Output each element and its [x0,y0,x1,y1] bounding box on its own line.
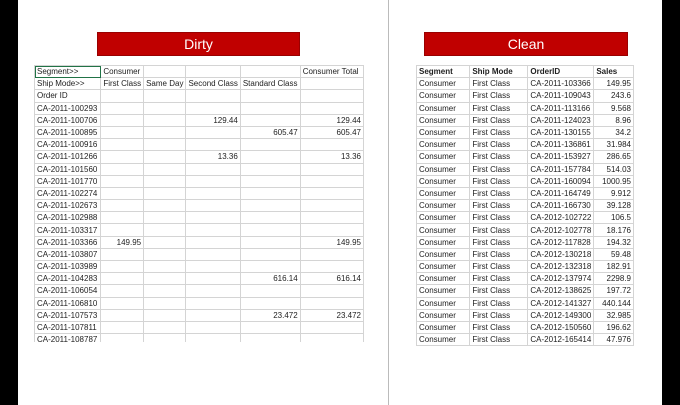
column-header: Sales [594,66,634,78]
cell[interactable] [240,90,300,102]
cell[interactable] [186,236,240,248]
cell[interactable]: CA-2012-150560 [528,321,594,333]
table-row [417,200,634,212]
table-row [35,224,364,236]
table-row [35,175,364,187]
cell[interactable] [101,273,144,285]
table-row [35,212,364,224]
cell[interactable]: CA-2012-141327 [528,297,594,309]
cell[interactable] [186,224,240,236]
cell[interactable] [240,334,300,342]
cell[interactable] [186,261,240,273]
table-row [417,78,634,90]
table-row [35,236,364,248]
table-row [417,334,634,346]
cell[interactable] [240,248,300,260]
cell[interactable]: Consumer [417,224,470,236]
cell[interactable]: 18.176 [594,224,634,236]
cell[interactable] [300,297,363,309]
cell[interactable]: CA-2011-103366 [528,78,594,90]
cell[interactable]: CA-2011-160094 [528,175,594,187]
cell[interactable]: Consumer [417,163,470,175]
cell[interactable]: Consumer [417,212,470,224]
cell[interactable]: CA-2011-100706 [35,114,101,126]
cell[interactable] [101,187,144,199]
table-row [417,163,634,175]
cell[interactable] [186,334,240,342]
cell[interactable] [186,248,240,260]
cell[interactable] [101,334,144,342]
cell[interactable]: CA-2011-136861 [528,139,594,151]
cell[interactable] [101,309,144,321]
table-row [417,297,634,309]
cell[interactable]: CA-2011-103317 [35,224,101,236]
cell[interactable] [300,285,363,297]
cell[interactable]: Consumer [417,139,470,151]
cell[interactable] [240,261,300,273]
table-row [35,261,364,273]
cell[interactable] [144,102,186,114]
cell[interactable] [144,187,186,199]
table-row [35,321,364,333]
cell[interactable]: CA-2011-153927 [528,151,594,163]
cell[interactable]: CA-2011-102274 [35,187,101,199]
cell[interactable]: CA-2011-103989 [35,261,101,273]
cell[interactable] [144,126,186,138]
table-row [35,163,364,175]
cell[interactable]: CA-2011-103807 [35,248,101,260]
cell[interactable]: Consumer [417,126,470,138]
cell[interactable]: 47.976 [594,334,634,346]
cell[interactable] [144,151,186,163]
cell[interactable]: Order ID [35,90,101,102]
cell[interactable] [101,102,144,114]
cell[interactable] [101,321,144,333]
cell[interactable] [300,224,363,236]
cell[interactable]: Consumer [417,175,470,187]
table-row [417,236,634,248]
cell[interactable] [240,224,300,236]
cell[interactable]: CA-2011-101770 [35,175,101,187]
cell[interactable]: CA-2011-124023 [528,114,594,126]
cell[interactable]: 129.44 [186,114,240,126]
cell[interactable]: CA-2012-149300 [528,309,594,321]
cell[interactable] [101,224,144,236]
table-row [35,200,364,212]
cell[interactable] [240,175,300,187]
cell[interactable]: CA-2011-100916 [35,139,101,151]
cell[interactable]: First Class [101,78,144,90]
cell[interactable]: 197.72 [594,285,634,297]
table-row [35,285,364,297]
table-row [35,309,364,321]
cell[interactable]: Consumer [417,273,470,285]
cell[interactable]: Second Class [186,78,240,90]
table-row [417,102,634,114]
cell[interactable]: CA-2011-106054 [35,285,101,297]
cell[interactable]: 106.5 [594,212,634,224]
cell[interactable] [101,139,144,151]
cell[interactable]: Consumer [417,200,470,212]
table-row [35,151,364,163]
cell[interactable] [300,212,363,224]
table-row [35,139,364,151]
cell[interactable] [144,236,186,248]
cell[interactable]: CA-2011-100293 [35,102,101,114]
cell[interactable] [186,90,240,102]
cell[interactable] [300,248,363,260]
cell[interactable]: CA-2011-113166 [528,102,594,114]
cell[interactable]: CA-2011-166730 [528,200,594,212]
cell[interactable]: 59.48 [594,248,634,260]
table-row [417,321,634,333]
cell[interactable] [240,200,300,212]
cell[interactable] [186,102,240,114]
table-row [417,261,634,273]
cell[interactable]: CA-2011-103366 [35,236,101,248]
table-row [35,297,364,309]
clean-banner: Clean [424,32,628,56]
table-row [417,224,634,236]
cell[interactable] [240,236,300,248]
cell[interactable]: CA-2011-130155 [528,126,594,138]
cell[interactable] [240,163,300,175]
cell[interactable] [144,248,186,260]
cell[interactable]: First Class [470,248,528,260]
cell[interactable] [300,139,363,151]
cell[interactable] [144,66,186,78]
table-row [417,273,634,285]
cell[interactable]: Segment>> [35,66,101,78]
cell[interactable] [240,151,300,163]
table-row [35,334,364,342]
cell[interactable] [144,309,186,321]
cell[interactable] [186,297,240,309]
table-row [417,126,634,138]
cell[interactable] [144,285,186,297]
table-row [417,187,634,199]
cell[interactable] [186,321,240,333]
cell[interactable]: 605.47 [300,126,363,138]
cell[interactable]: CA-2011-107811 [35,321,101,333]
dirty-table-wrap [34,65,364,342]
table-row [35,187,364,199]
cell[interactable] [144,273,186,285]
cell[interactable]: Standard Class [240,78,300,90]
cell[interactable]: CA-2011-157784 [528,163,594,175]
cell[interactable] [101,163,144,175]
column-header: Segment [417,66,470,78]
cell[interactable] [144,224,186,236]
cell[interactable]: First Class [470,285,528,297]
cell[interactable]: CA-2011-102673 [35,200,101,212]
cell[interactable]: Consumer [417,151,470,163]
cell[interactable]: Consumer [417,236,470,248]
cell[interactable]: 9.568 [594,102,634,114]
cell[interactable]: 440.144 [594,297,634,309]
cell[interactable] [144,321,186,333]
cell[interactable] [186,126,240,138]
cell[interactable]: Consumer Total [300,66,363,78]
cell[interactable]: First Class [470,78,528,90]
cell[interactable] [144,175,186,187]
cell[interactable]: CA-2011-109043 [528,90,594,102]
table-row [35,102,364,114]
cell[interactable]: First Class [470,334,528,346]
table-row [35,248,364,260]
cell[interactable] [300,334,363,342]
cell[interactable] [186,139,240,151]
cell[interactable]: Consumer [417,102,470,114]
table-row [35,114,364,126]
cell[interactable] [300,200,363,212]
table-row [417,139,634,151]
cell[interactable] [101,200,144,212]
cell[interactable]: First Class [470,126,528,138]
cell[interactable]: Consumer [417,297,470,309]
cell[interactable]: 23.472 [240,309,300,321]
cell[interactable] [300,90,363,102]
cell[interactable]: CA-2012-138625 [528,285,594,297]
table-row [35,273,364,285]
cell[interactable]: 243.6 [594,90,634,102]
cell[interactable]: Consumer [417,285,470,297]
cell[interactable]: CA-2011-104283 [35,273,101,285]
cell[interactable]: 31.984 [594,139,634,151]
cell[interactable]: 196.62 [594,321,634,333]
cell[interactable] [101,90,144,102]
cell[interactable]: CA-2011-108787 [35,334,101,342]
cell[interactable]: CA-2012-102778 [528,224,594,236]
cell[interactable] [144,90,186,102]
cell[interactable]: Consumer [417,334,470,346]
cell[interactable] [300,175,363,187]
cell[interactable] [186,175,240,187]
dirty-banner: Dirty [97,32,300,56]
divider [388,0,389,405]
cell[interactable] [300,187,363,199]
cell[interactable]: CA-2011-164749 [528,187,594,199]
cell[interactable] [101,297,144,309]
cell[interactable] [101,175,144,187]
cell[interactable]: First Class [470,163,528,175]
clean-table-wrap [416,65,634,346]
table-row [417,90,634,102]
cell[interactable]: First Class [470,297,528,309]
cell[interactable]: 605.47 [240,126,300,138]
cell[interactable] [144,163,186,175]
cell[interactable] [186,66,240,78]
clean-table [416,65,634,346]
cell[interactable]: 39.128 [594,200,634,212]
cell[interactable]: Ship Mode>> [35,78,101,90]
table-row [35,126,364,138]
pivot-header-row [35,78,364,90]
cell[interactable]: 514.03 [594,163,634,175]
cell[interactable] [240,297,300,309]
cell[interactable]: CA-2011-107573 [35,309,101,321]
table-row [417,285,634,297]
cell[interactable]: First Class [470,224,528,236]
cell[interactable] [144,114,186,126]
cell[interactable]: 194.32 [594,236,634,248]
cell[interactable] [240,114,300,126]
cell[interactable] [144,139,186,151]
table-row [417,175,634,187]
cell[interactable]: First Class [470,321,528,333]
cell[interactable]: Same Day [144,78,186,90]
cell[interactable] [300,78,363,90]
cell[interactable]: First Class [470,236,528,248]
cell[interactable]: CA-2011-101560 [35,163,101,175]
cell[interactable]: 149.95 [300,236,363,248]
cell[interactable]: 616.14 [300,273,363,285]
cell[interactable]: 149.95 [594,78,634,90]
cell[interactable]: First Class [470,114,528,126]
cell[interactable]: CA-2012-130218 [528,248,594,260]
cell[interactable]: CA-2012-102722 [528,212,594,224]
cell[interactable]: 1000.95 [594,175,634,187]
cell[interactable] [240,187,300,199]
cell[interactable] [186,285,240,297]
column-header: Ship Mode [470,66,528,78]
cell[interactable]: First Class [470,212,528,224]
cell[interactable]: 129.44 [300,114,363,126]
cell[interactable]: CA-2011-106810 [35,297,101,309]
cell[interactable]: Consumer [417,114,470,126]
cell[interactable]: Consumer [417,90,470,102]
cell[interactable]: CA-2012-165414 [528,334,594,346]
cell[interactable]: Consumer [417,309,470,321]
cell[interactable]: 13.36 [186,151,240,163]
cell[interactable] [101,151,144,163]
cell[interactable] [186,273,240,285]
cell[interactable]: First Class [470,151,528,163]
cell[interactable]: CA-2012-137974 [528,273,594,285]
cell[interactable]: 2298.9 [594,273,634,285]
cell[interactable]: 149.95 [101,236,144,248]
cell[interactable]: 34.2 [594,126,634,138]
cell[interactable]: First Class [470,102,528,114]
pivot-header-row [35,90,364,102]
cell[interactable] [300,321,363,333]
cell[interactable]: Consumer [417,321,470,333]
cell[interactable]: Consumer [417,78,470,90]
cell[interactable]: First Class [470,90,528,102]
cell[interactable] [101,261,144,273]
cell[interactable] [240,212,300,224]
cell[interactable] [300,163,363,175]
cell[interactable] [144,212,186,224]
cell[interactable]: 182.91 [594,261,634,273]
cell[interactable] [186,187,240,199]
cell[interactable] [101,212,144,224]
cell[interactable]: First Class [470,200,528,212]
cell[interactable]: Consumer [417,248,470,260]
table-row [417,309,634,321]
cell[interactable]: 286.65 [594,151,634,163]
cell[interactable]: First Class [470,139,528,151]
cell[interactable]: 8.96 [594,114,634,126]
cell[interactable] [101,114,144,126]
cell[interactable] [186,200,240,212]
cell[interactable] [300,102,363,114]
cell[interactable]: First Class [470,187,528,199]
cell[interactable] [300,261,363,273]
cell[interactable] [144,334,186,342]
cell[interactable]: Consumer [417,187,470,199]
cell[interactable]: CA-2011-100895 [35,126,101,138]
cell[interactable]: CA-2011-102988 [35,212,101,224]
table-row [417,248,634,260]
cell[interactable] [186,163,240,175]
cell[interactable] [240,285,300,297]
cell[interactable] [144,200,186,212]
cell[interactable]: Consumer [101,66,144,78]
cell[interactable] [144,261,186,273]
cell[interactable]: CA-2011-101266 [35,151,101,163]
cell[interactable]: CA-2012-117828 [528,236,594,248]
cell[interactable]: First Class [470,261,528,273]
cell[interactable]: Consumer [417,261,470,273]
cell[interactable]: CA-2012-132318 [528,261,594,273]
cell[interactable]: 13.36 [300,151,363,163]
cell[interactable]: First Class [470,273,528,285]
cell[interactable] [101,126,144,138]
cell[interactable]: First Class [470,175,528,187]
pivot-header-row [35,66,364,78]
cell[interactable] [101,248,144,260]
cell[interactable] [240,102,300,114]
cell[interactable] [240,321,300,333]
table-row [417,212,634,224]
cell[interactable] [101,285,144,297]
cell[interactable]: 9.912 [594,187,634,199]
table-row [417,151,634,163]
cell[interactable] [186,212,240,224]
cell[interactable]: 23.472 [300,309,363,321]
cell[interactable] [144,297,186,309]
cell[interactable] [186,309,240,321]
cell[interactable]: First Class [470,309,528,321]
cell[interactable]: 32.985 [594,309,634,321]
dirty-pivot-table [34,65,364,342]
slide [18,0,662,405]
table-row [417,114,634,126]
cell[interactable] [240,139,300,151]
cell[interactable]: 616.14 [240,273,300,285]
cell[interactable] [240,66,300,78]
column-header: OrderID [528,66,594,78]
